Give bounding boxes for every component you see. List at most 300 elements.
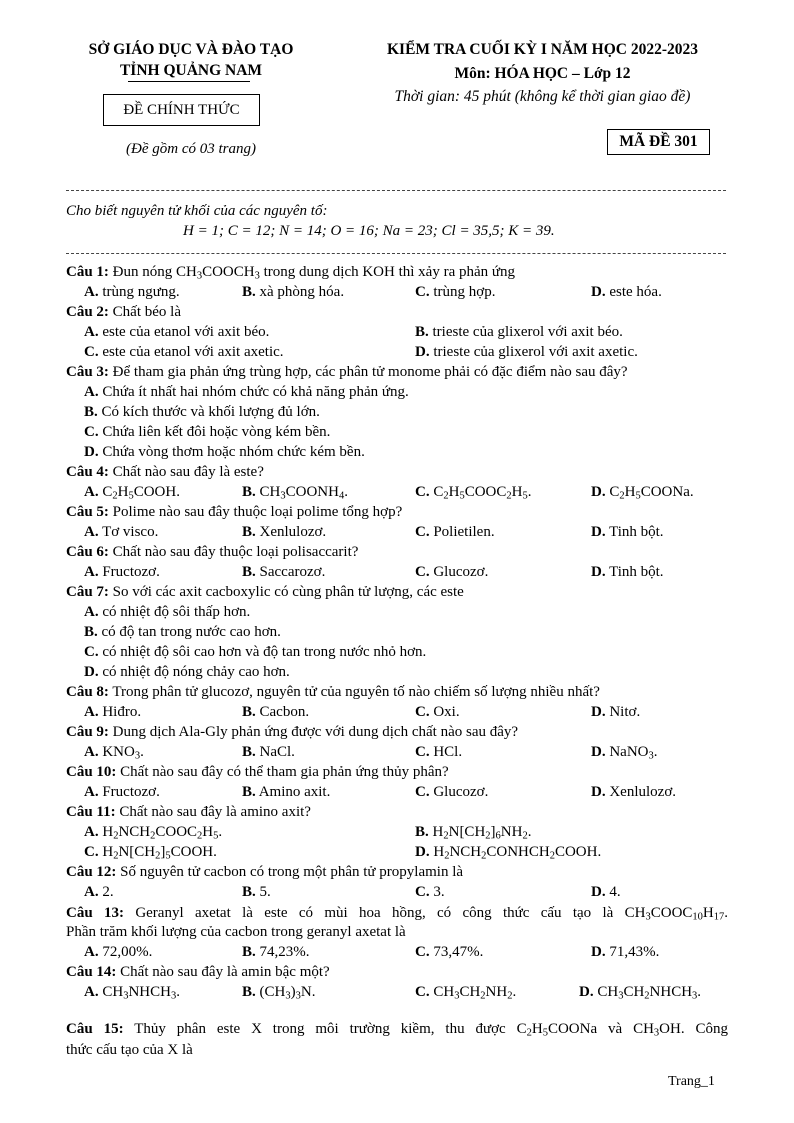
option-b	[242, 742, 295, 762]
option-label: D.	[591, 704, 606, 720]
formula: NHCH	[128, 984, 171, 1000]
question-stem: COOC	[650, 905, 693, 921]
option-d	[415, 342, 638, 362]
option-label: A.	[84, 484, 99, 500]
option-text: 5.	[255, 884, 271, 900]
formula: .	[527, 484, 532, 500]
option-a	[84, 522, 158, 542]
subscript: 2	[112, 490, 118, 502]
question-stem: Dung dịch Ala-Gly phản ứng được với dung dịch chất nào sau đây?	[108, 724, 519, 740]
option-label: D.	[591, 564, 606, 580]
question-13-line2: Phần trăm khối lượng của cacbon trong geranyl axetat là	[66, 924, 406, 940]
question-label: Câu 10:	[66, 764, 117, 780]
option-d	[84, 442, 365, 462]
official-label: ĐỀ CHÍNH THỨC	[123, 102, 240, 118]
option-text: Chứa vòng thơm hoặc nhóm chức kém bền.	[98, 444, 365, 460]
formula: H	[448, 484, 460, 500]
exam-title: KIỂM TRA CUỐI KỲ I NĂM HỌC 2022-2023	[386, 41, 698, 58]
subscript: 3	[653, 1027, 660, 1039]
question-8	[66, 682, 600, 702]
option-text: Xenlulozơ.	[605, 784, 677, 800]
option-a	[84, 382, 409, 402]
option-label: B.	[242, 744, 256, 760]
question-stem: COOCH	[202, 264, 255, 280]
option-d	[591, 882, 621, 902]
option-label: D.	[591, 524, 606, 540]
option-d	[591, 702, 640, 722]
page-number: Trang_1	[668, 1074, 715, 1089]
subscript: 2	[619, 490, 625, 502]
option-b	[242, 702, 309, 722]
option-text: Fructozơ.	[98, 784, 160, 800]
department-name: SỞ GIÁO DỤC VÀ ĐÀO TẠO	[88, 41, 294, 58]
formula: CH	[593, 984, 619, 1000]
formula: CH	[459, 984, 481, 1000]
option-label: C.	[415, 524, 430, 540]
option-d	[591, 482, 694, 502]
question-label: Câu 4:	[66, 464, 109, 480]
option-text: este hóa.	[605, 284, 662, 300]
question-label: Câu 13:	[66, 905, 124, 921]
subscript: 2	[444, 850, 450, 862]
option-label: C.	[415, 284, 430, 300]
subscript: 6	[495, 830, 501, 842]
subscript: 2	[443, 490, 449, 502]
formula: CH	[98, 984, 124, 1000]
option-c	[415, 562, 488, 582]
option-label: C.	[415, 784, 430, 800]
formula: CONHCH	[486, 844, 550, 860]
option-label: D.	[84, 664, 99, 680]
option-a	[84, 742, 144, 762]
question-15-line2: thức cấu tạo của X là	[66, 1042, 193, 1058]
option-a	[84, 282, 180, 302]
exam-code-box	[607, 129, 710, 155]
option-a	[84, 702, 141, 722]
option-label: C.	[84, 344, 99, 360]
option-label: C.	[415, 884, 430, 900]
question-label: Câu 3:	[66, 364, 109, 380]
option-label: A.	[84, 604, 99, 620]
option-text: Tơ visco.	[98, 524, 159, 540]
option-text: Xenlulozơ.	[255, 524, 327, 540]
question-stem: OH. Công	[659, 1021, 728, 1037]
option-text: có nhiệt độ sôi cao hơn và độ tan trong nước nhỏ hơn.	[98, 644, 427, 660]
option-label: A.	[84, 884, 99, 900]
formula: H	[202, 824, 214, 840]
option-label: A.	[84, 284, 99, 300]
option-d	[415, 842, 601, 862]
formula: .	[653, 744, 658, 760]
formula: NH	[485, 984, 508, 1000]
formula: COONa.	[640, 484, 694, 500]
option-c	[415, 742, 462, 762]
option-text: có nhiệt độ sôi thấp hơn.	[98, 604, 251, 620]
question-label: Câu 7:	[66, 584, 109, 600]
formula: H	[117, 484, 129, 500]
option-text: Oxi.	[429, 704, 460, 720]
option-text: NaCl.	[255, 744, 295, 760]
option-text: Polietilen.	[429, 524, 495, 540]
formula: ]	[160, 844, 166, 860]
formula: NCH	[449, 844, 482, 860]
option-c	[84, 842, 217, 862]
subscript: 3	[280, 490, 286, 502]
option-label: C.	[415, 984, 430, 1000]
subscript: 10	[692, 911, 703, 923]
option-c	[84, 642, 426, 662]
option-label: C.	[415, 944, 430, 960]
formula: CH	[623, 984, 645, 1000]
subscript: 3	[170, 990, 177, 1002]
formula: .	[140, 744, 144, 760]
formula: H	[428, 824, 444, 840]
option-label: A.	[84, 984, 99, 1000]
option-text: có độ tan trong nước cao hơn.	[97, 624, 281, 640]
option-c	[415, 522, 495, 542]
question-stem: H	[702, 905, 714, 921]
question-label: Câu 8:	[66, 684, 109, 700]
option-label: A.	[84, 384, 99, 400]
question-label: Câu 1:	[66, 264, 109, 280]
question-stem: Chất nào sau đây thuộc loại polisaccarit?	[108, 544, 359, 560]
question-9	[66, 722, 518, 742]
option-text: 74,23%.	[255, 944, 310, 960]
question-stem: Chất nào sau đây là amino axit?	[115, 804, 311, 820]
subscript: 3	[618, 990, 624, 1002]
option-text: trùng hợp.	[429, 284, 496, 300]
question-stem: Số nguyên tử cacbon có trong một phân tử propylamin là	[116, 864, 464, 880]
option-b	[84, 402, 320, 422]
formula: NH	[500, 824, 523, 840]
subscript: 2	[480, 990, 486, 1002]
option-label: D.	[84, 444, 99, 460]
option-text: Glucozơ.	[429, 784, 489, 800]
option-text: 3.	[429, 884, 445, 900]
question-4	[66, 462, 264, 482]
option-label: B.	[242, 284, 256, 300]
question-12	[66, 862, 463, 882]
question-2	[66, 302, 181, 322]
option-label: D.	[591, 484, 606, 500]
question-stem: Trong phân tử glucozơ, nguyên tử của nguyên tố nào chiếm số lượng nhiều nhất?	[108, 684, 600, 700]
subscript: 2	[526, 1027, 532, 1039]
divider-top	[66, 190, 726, 191]
option-text: có nhiệt độ nóng chảy cao hơn.	[98, 664, 290, 680]
question-stem: Chất nào sau đây có thể tham gia phản ứng thủy phân?	[116, 764, 449, 780]
option-label: C.	[84, 644, 99, 660]
question-5	[66, 502, 402, 522]
option-b	[415, 322, 623, 342]
subscript: 3	[134, 750, 141, 762]
option-a	[84, 322, 269, 342]
question-7	[66, 582, 464, 602]
question-13	[66, 903, 728, 923]
option-label: A.	[84, 524, 99, 540]
formula: NHCH	[649, 984, 693, 1000]
subscript: 2	[507, 990, 513, 1002]
question-stem: Để tham gia phản ứng trùng hợp, các phân tử monome phải có đặc điểm nào sau đây?	[108, 364, 628, 380]
option-b	[84, 622, 281, 642]
formula: .	[176, 984, 180, 1000]
question-label: Câu 14:	[66, 964, 117, 980]
subscript: 2	[481, 850, 487, 862]
option-a	[84, 982, 180, 1002]
option-label: B.	[242, 884, 256, 900]
subscript: 3	[254, 270, 260, 282]
option-b	[242, 482, 348, 502]
option-b	[415, 822, 531, 842]
option-label: A.	[84, 564, 99, 580]
option-text: Chứa liên kết đôi hoặc vòng kém bền.	[98, 424, 331, 440]
formula: N[CH	[118, 844, 156, 860]
option-text: 72,00%.	[98, 944, 153, 960]
option-text: Glucozơ.	[429, 564, 489, 580]
option-label: B.	[84, 404, 98, 420]
option-label: C.	[415, 704, 430, 720]
option-label: B.	[242, 704, 256, 720]
option-d	[591, 562, 664, 582]
subscript: 2	[485, 830, 491, 842]
subscript: 5	[459, 490, 465, 502]
option-a	[84, 562, 160, 582]
question-stem: Chất nào sau đây là este?	[108, 464, 264, 480]
question-stem: Polime nào sau đây thuộc loại polime tổng hợp?	[108, 504, 403, 520]
formula: .	[527, 824, 532, 840]
question-3	[66, 362, 628, 382]
question-label: Câu 15:	[66, 1021, 124, 1037]
formula: H	[98, 844, 114, 860]
option-text: Tinh bột.	[605, 524, 664, 540]
option-text: xà phòng hóa.	[255, 284, 345, 300]
formula: (CH	[255, 984, 286, 1000]
question-stem: H	[531, 1021, 543, 1037]
question-stem: Chất nào sau đây là amin bậc một?	[116, 964, 330, 980]
option-label: C.	[84, 844, 99, 860]
option-b	[242, 522, 326, 542]
option-label: D.	[591, 944, 606, 960]
option-a	[84, 602, 250, 622]
option-label: B.	[242, 524, 256, 540]
subscript: 5	[542, 1027, 548, 1039]
question-stem: Thủy phân este X trong môi trường kiềm, thu được C	[123, 1021, 527, 1037]
subscript: 3	[123, 990, 129, 1002]
option-c	[415, 702, 460, 722]
option-a	[84, 482, 180, 502]
option-d	[579, 982, 701, 1002]
question-label: Câu 11:	[66, 804, 116, 820]
option-text: Tinh bột.	[605, 564, 664, 580]
subject-line: Môn: HÓA HỌC – Lớp 12	[454, 65, 631, 82]
option-label: D.	[591, 784, 606, 800]
subscript: 17	[713, 911, 725, 923]
question-10	[66, 762, 449, 782]
question-label: Câu 12:	[66, 864, 117, 880]
question-stem: Chất béo là	[108, 304, 181, 320]
question-label: Câu 9:	[66, 724, 109, 740]
option-d	[84, 662, 290, 682]
option-a	[84, 782, 160, 802]
option-text: 2.	[98, 884, 114, 900]
option-label: B.	[242, 984, 256, 1000]
formula: C	[609, 484, 620, 500]
subscript: 5	[165, 850, 171, 862]
subscript: 5	[213, 830, 219, 842]
time-line: Thời gian: 45 phút (không kể thời gian giao đề)	[394, 88, 691, 105]
subscript: 3	[454, 990, 460, 1002]
option-label: A.	[84, 324, 99, 340]
formula: .	[344, 484, 348, 500]
formula: COONH	[285, 484, 339, 500]
subscript: 2	[197, 830, 203, 842]
subscript: 3	[285, 990, 291, 1002]
subscript: 2	[443, 830, 449, 842]
header-underline	[128, 81, 250, 82]
question-6	[66, 542, 358, 562]
option-c	[84, 422, 330, 442]
formula: CH	[259, 484, 281, 500]
formula: C	[102, 484, 113, 500]
option-label: C.	[84, 424, 99, 440]
option-b	[242, 882, 271, 902]
question-stem: .	[724, 905, 729, 921]
option-text: este của etanol với axit axetic.	[98, 344, 284, 360]
option-text: Amino axit.	[255, 784, 331, 800]
option-d	[591, 522, 664, 542]
subscript: 3	[692, 990, 698, 1002]
question-stem: Đun nóng CH	[108, 264, 197, 280]
subscript: 2	[549, 850, 555, 862]
option-text: 73,47%.	[429, 944, 484, 960]
option-label: D.	[591, 744, 606, 760]
question-label: Câu 5:	[66, 504, 109, 520]
option-c	[415, 282, 495, 302]
atomic-mass-values: H = 1; C = 12; N = 14; O = 16; Na = 23; Cl = 35,5; K = 39.	[183, 223, 555, 239]
option-text: 71,43%.	[605, 944, 660, 960]
subscript: 2	[522, 830, 528, 842]
formula: COOH.	[554, 844, 602, 860]
subscript: 5	[635, 490, 641, 502]
subscript: 2	[113, 850, 119, 862]
option-label: D.	[591, 284, 606, 300]
option-label: B.	[84, 624, 98, 640]
option-text: trùng ngưng.	[98, 284, 180, 300]
formula: COOH.	[170, 844, 217, 860]
option-text: HCl.	[429, 744, 463, 760]
question-11	[66, 802, 311, 822]
option-text: 4.	[605, 884, 621, 900]
formula: CH	[429, 984, 455, 1000]
option-label: A.	[84, 704, 99, 720]
option-d	[591, 782, 676, 802]
formula: )	[290, 984, 296, 1000]
formula: N[CH	[448, 824, 486, 840]
option-c	[415, 782, 488, 802]
question-stem: Geranyl axetat là este có mùi hoa hồng, có công thức cấu tạo là CH	[124, 905, 646, 921]
option-label: D.	[591, 884, 606, 900]
option-text: trieste của glixerol với axit axetic.	[429, 344, 638, 360]
subscript: 3	[196, 270, 203, 282]
option-text: este của etanol với axit béo.	[98, 324, 270, 340]
formula: .	[218, 824, 223, 840]
option-c	[415, 482, 531, 502]
option-a	[84, 942, 152, 962]
option-label: C.	[415, 484, 430, 500]
option-text: Saccarozơ.	[255, 564, 326, 580]
subscript: 2	[150, 830, 156, 842]
option-c	[415, 982, 516, 1002]
option-text: Fructozơ.	[98, 564, 160, 580]
official-box	[103, 94, 260, 126]
option-label: B.	[242, 564, 256, 580]
formula: H	[98, 824, 114, 840]
option-label: B.	[415, 824, 429, 840]
question-stem: COONa và CH	[547, 1021, 654, 1037]
option-a	[84, 822, 222, 842]
formula: H	[429, 844, 445, 860]
formula: N.	[300, 984, 316, 1000]
option-label: D.	[415, 844, 430, 860]
formula: COOC	[464, 484, 507, 500]
option-label: B.	[242, 784, 256, 800]
subscript: 4	[338, 490, 345, 502]
subscript: 5	[128, 490, 134, 502]
option-label: A.	[84, 944, 99, 960]
subscript: 3	[645, 911, 651, 923]
subscript: 2	[113, 830, 119, 842]
option-c	[84, 342, 284, 362]
option-label: C.	[415, 564, 430, 580]
option-label: B.	[242, 484, 256, 500]
question-stem: trong dung dịch KOH thì xảy ra phản ứng	[259, 264, 516, 280]
option-d	[591, 942, 659, 962]
option-label: A.	[84, 824, 99, 840]
formula: NCH	[118, 824, 151, 840]
option-c	[415, 942, 483, 962]
atomic-mass-intro: Cho biết nguyên tử khối của các nguyên tố:	[66, 203, 328, 219]
option-label: A.	[84, 784, 99, 800]
question-label: Câu 2:	[66, 304, 109, 320]
formula: .	[512, 984, 517, 1000]
question-15	[66, 1019, 728, 1039]
formula: COOH.	[133, 484, 180, 500]
option-label: B.	[242, 944, 256, 960]
formula: C	[433, 484, 444, 500]
option-label: B.	[415, 324, 429, 340]
formula: COOC	[155, 824, 198, 840]
option-text: Cacbon.	[255, 704, 310, 720]
question-stem: So với các axit cacboxylic có cùng phân tử lượng, các este	[108, 584, 464, 600]
formula: ]	[490, 824, 496, 840]
option-b	[242, 562, 325, 582]
subscript: 2	[506, 490, 512, 502]
formula: NaNO	[605, 744, 649, 760]
subscript: 3	[648, 750, 654, 762]
option-a	[84, 882, 114, 902]
option-label: D.	[415, 344, 430, 360]
formula: .	[697, 984, 702, 1000]
option-label: A.	[84, 744, 99, 760]
option-d	[591, 282, 662, 302]
option-text: Hiđro.	[98, 704, 142, 720]
province-name: TỈNH QUẢNG NAM	[119, 62, 263, 79]
formula: H	[511, 484, 523, 500]
option-text: Có kích thước và khối lượng đủ lớn.	[97, 404, 320, 420]
question-14	[66, 962, 330, 982]
pages-note: (Đề gồm có 03 trang)	[126, 141, 256, 157]
exam-code: MÃ ĐỀ 301	[619, 133, 698, 150]
option-text: Chứa ít nhất hai nhóm chức có khả năng phản ứng.	[98, 384, 409, 400]
